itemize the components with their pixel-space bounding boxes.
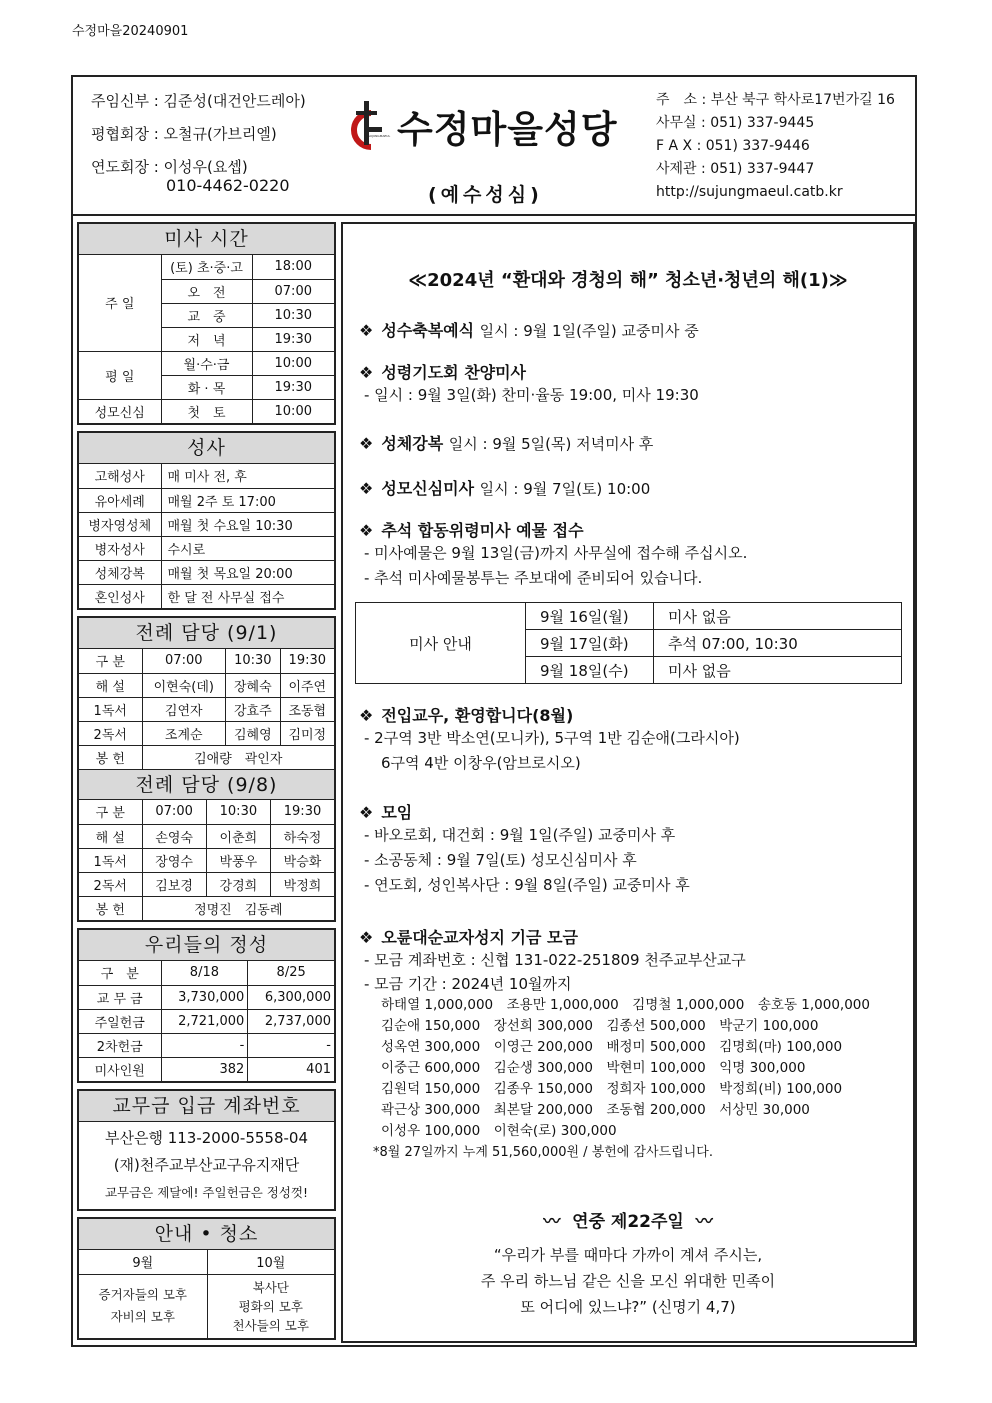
table-row bbox=[79, 896, 334, 920]
account-title: 교무금 입금 계좌번호 bbox=[79, 1091, 334, 1122]
notice-title: 전입교우, 환영합니다(8월) bbox=[381, 706, 574, 725]
sacrament-name: 유아세례 bbox=[79, 488, 161, 512]
offering-amount: 2,737,000 bbox=[248, 1009, 334, 1033]
mass-time: 10:30 bbox=[252, 303, 334, 327]
table-row bbox=[79, 848, 334, 872]
staff-info bbox=[91, 91, 306, 196]
notice-detail: 6구역 4반 이창우(암브로시오) bbox=[381, 754, 581, 772]
church-emblem-icon bbox=[345, 97, 391, 155]
account-holder: (재)천주교부산교구유지재단 bbox=[113, 1156, 300, 1174]
table-row bbox=[79, 721, 334, 745]
diamond-bullet-icon: ❖ bbox=[359, 521, 374, 540]
notice-title: 성체강복 bbox=[381, 434, 444, 453]
column-header: 10:30 bbox=[226, 649, 281, 673]
mass-note: 미사 없음 bbox=[654, 657, 902, 684]
cleaning-table bbox=[79, 1250, 334, 1338]
mass-times-box bbox=[77, 222, 336, 425]
church-logo bbox=[345, 97, 617, 155]
quote-line: “우리가 부를 때마다 가까이 계셔 주시는, bbox=[493, 1246, 763, 1264]
role-label: 2독서 bbox=[79, 872, 142, 896]
mass-time: 18:00 bbox=[252, 255, 334, 279]
role-label: 해 설 bbox=[79, 673, 142, 697]
mass-time: 10:00 bbox=[252, 351, 334, 375]
minister-name: 강효주 bbox=[226, 697, 281, 721]
mass-name: 저 녁 bbox=[161, 327, 252, 351]
offering-type: 미사인원 bbox=[79, 1057, 161, 1081]
column-header: 07:00 bbox=[142, 800, 206, 824]
table-row bbox=[79, 649, 334, 673]
offering-amount: 6,300,000 bbox=[248, 985, 334, 1009]
table-row bbox=[79, 1250, 334, 1274]
donor-line: 이중근 600,000 김순생 300,000 박현미 100,000 익명 300,000 bbox=[381, 1060, 806, 1076]
quote-line: 또 어디에 있느냐?” (신명기 4,7) bbox=[520, 1298, 736, 1316]
sunday-label: 주 일 bbox=[79, 255, 161, 351]
table-row bbox=[79, 824, 334, 848]
group-name: 평화의 모후 bbox=[238, 1298, 303, 1314]
table-row bbox=[79, 1033, 334, 1057]
website-link[interactable]: http://sujungmaeul.catb.kr bbox=[656, 184, 843, 200]
offertory-names: 정명진 김동례 bbox=[142, 896, 334, 920]
minister-name: 이춘희 bbox=[206, 824, 270, 848]
role-label: 봉 헌 bbox=[79, 896, 142, 920]
sacrament-schedule: 수시로 bbox=[161, 536, 334, 560]
contact-info bbox=[656, 89, 895, 204]
notice-detail: - 2구역 3반 박소연(모니카), 5구역 1반 김순애(그라시아) bbox=[364, 729, 740, 747]
sacraments-title: 성사 bbox=[79, 433, 334, 464]
mass-name: 화 · 목 bbox=[161, 375, 252, 399]
sacraments-table bbox=[79, 464, 334, 608]
diamond-bullet-icon: ❖ bbox=[359, 706, 374, 725]
church-name: 수정마을성당 bbox=[397, 108, 618, 151]
liturgical-day bbox=[343, 1207, 913, 1232]
column-header: 19:30 bbox=[280, 649, 334, 673]
offerings-title: 우리들의 정성 bbox=[79, 930, 334, 961]
offering-amount: 401 bbox=[248, 1057, 334, 1081]
minister-name: 장혜숙 bbox=[226, 673, 281, 697]
month-header: 10월 bbox=[207, 1250, 334, 1274]
diamond-bullet-icon: ❖ bbox=[359, 363, 374, 382]
account-info bbox=[79, 1122, 334, 1209]
sacrament-name: 고해성사 bbox=[79, 464, 161, 488]
notice-detail: - 미사예물은 9월 13일(금)까지 사무실에 접수해 주십시오. bbox=[364, 544, 748, 562]
sacrament-schedule: 매 미사 전, 후 bbox=[161, 464, 334, 488]
mass-name: 오 전 bbox=[161, 279, 252, 303]
notice-detail: - 모금 계좌번호 : 신협 131-022-251809 천주교부산교구 bbox=[364, 951, 746, 969]
column-header: 07:00 bbox=[142, 649, 226, 673]
column-header: 8/18 bbox=[161, 961, 248, 985]
mass-note: 미사 없음 bbox=[654, 603, 902, 630]
liturgy-table-2 bbox=[79, 800, 334, 920]
group-name: 자비의 모후 bbox=[110, 1309, 175, 1325]
liturgy-title-2: 전례 담당 (9/8) bbox=[79, 769, 334, 800]
mass-info-table bbox=[355, 602, 902, 684]
notice-marian-mass bbox=[359, 476, 650, 499]
month-header: 9월 bbox=[79, 1250, 207, 1274]
notice-detail: 일시 : 9월 1일(주일) 교중미사 중 bbox=[479, 322, 699, 340]
table-row bbox=[79, 1009, 334, 1033]
motto: (예수성심) bbox=[428, 184, 543, 206]
mass-name: 월·수·금 bbox=[161, 351, 252, 375]
column-header: 구 분 bbox=[79, 961, 161, 985]
minister-name: 이현숙(데) bbox=[142, 673, 226, 697]
column-header: 10:30 bbox=[206, 800, 270, 824]
bank-account: 부산은행 113-2000-5558-04 bbox=[104, 1129, 309, 1147]
mass-date: 9월 18일(수) bbox=[526, 657, 654, 684]
minister-name: 박풍우 bbox=[206, 848, 270, 872]
notice-detail: 일시 : 9월 7일(토) 10:00 bbox=[479, 480, 651, 498]
notice-detail: - 일시 : 9월 3일(화) 찬미·율동 19:00, 미사 19:30 bbox=[364, 386, 699, 404]
council-president: 평협회장 : 오철규(가브리엘) bbox=[91, 125, 277, 143]
table-row bbox=[79, 985, 334, 1009]
table-row bbox=[79, 399, 334, 423]
offerings-table bbox=[79, 961, 334, 1081]
notice-chuseok bbox=[359, 518, 747, 591]
rectory-phone: 사제관 : 051) 337-9447 bbox=[656, 161, 815, 177]
group-name: 증거자들의 모후 bbox=[98, 1287, 187, 1303]
notice-title: 성령기도회 찬양미사 bbox=[381, 363, 527, 382]
mass-date: 9월 16일(월) bbox=[526, 603, 654, 630]
donor-line: 성옥연 300,000 이영근 200,000 배정미 500,000 김명희(마) 100,000 bbox=[381, 1039, 843, 1055]
minister-name: 손영숙 bbox=[142, 824, 206, 848]
table-row bbox=[79, 800, 334, 824]
october-groups bbox=[207, 1274, 334, 1338]
donor-line: 김원덕 150,000 김종우 150,000 정희자 100,000 박정희(비) 100,000 bbox=[381, 1081, 843, 1097]
notice-holy-water bbox=[359, 318, 699, 341]
youth-president: 연도회장 : 이성우(요셉) bbox=[91, 158, 248, 176]
minister-name: 박정희 bbox=[271, 872, 335, 896]
donor-line: 하태열 1,000,000 조용만 1,000,000 김명철 1,000,000 송호동 1,000,000 bbox=[381, 997, 870, 1013]
notice-title: 성수축복예식 bbox=[381, 321, 475, 340]
notice-fundraising bbox=[359, 925, 870, 1163]
liturgical-day-title: 연중 제22주일 bbox=[572, 1212, 684, 1232]
bulletin-frame bbox=[71, 75, 917, 1347]
minister-name: 장영수 bbox=[142, 848, 206, 872]
role-label: 해 설 bbox=[79, 824, 142, 848]
donor-line: 곽근상 300,000 최본달 200,000 조동협 200,000 서상민 30,000 bbox=[381, 1102, 810, 1118]
group-name: 복사단 bbox=[252, 1279, 289, 1295]
notice-title: 모임 bbox=[381, 803, 413, 822]
notice-meetings bbox=[359, 800, 690, 898]
office-phone: 사무실 : 051) 337-9445 bbox=[656, 115, 815, 131]
mass-name: 교 중 bbox=[161, 303, 252, 327]
role-label: 1독서 bbox=[79, 848, 142, 872]
diamond-bullet-icon: ❖ bbox=[359, 928, 374, 947]
cleaning-title: 안내 • 청소 bbox=[79, 1219, 334, 1250]
offering-type: 주일헌금 bbox=[79, 1009, 161, 1033]
table-row bbox=[79, 697, 334, 721]
minister-name: 김혜영 bbox=[226, 721, 281, 745]
diamond-bullet-icon: ❖ bbox=[359, 479, 374, 498]
notice-title: 추석 합동위령미사 예물 접수 bbox=[381, 521, 584, 540]
offering-amount: - bbox=[161, 1033, 248, 1057]
diamond-bullet-icon: ❖ bbox=[359, 803, 374, 822]
role-label: 1독서 bbox=[79, 697, 142, 721]
offertory-names: 김애량 곽인자 bbox=[142, 745, 334, 769]
minister-name: 강경희 bbox=[206, 872, 270, 896]
sacrament-name: 병자성사 bbox=[79, 536, 161, 560]
mass-name: 첫 토 bbox=[161, 399, 252, 423]
table-row bbox=[79, 745, 334, 769]
notice-detail: - 소공동체 : 9월 7일(토) 성모신심미사 후 bbox=[364, 851, 637, 869]
table-row bbox=[79, 255, 334, 279]
youth-phone: 010-4462-0220 bbox=[166, 176, 290, 195]
notice-detail: - 바오로회, 대건회 : 9월 1일(주일) 교중미사 후 bbox=[364, 826, 676, 844]
table-row bbox=[79, 351, 334, 375]
table-row bbox=[79, 464, 334, 488]
table-row bbox=[79, 1057, 334, 1081]
sacrament-schedule: 매월 첫 목요일 20:00 bbox=[161, 560, 334, 584]
table-row bbox=[79, 488, 334, 512]
logo-text: SUJUNGMAEUL bbox=[368, 134, 391, 138]
flourish-left-icon: 〰︎ bbox=[543, 1212, 561, 1232]
table-row bbox=[79, 673, 334, 697]
mass-time: 19:30 bbox=[252, 375, 334, 399]
document-id: 수정마을20240901 bbox=[72, 24, 189, 39]
mass-time: 10:00 bbox=[252, 399, 334, 423]
role-label: 봉 헌 bbox=[79, 745, 142, 769]
sacrament-schedule: 매월 첫 수요일 10:30 bbox=[161, 512, 334, 536]
minister-name: 이주연 bbox=[280, 673, 334, 697]
headline: ≪2024년 “환대와 경청의 해” 청소년·청년의 해(1)≫ bbox=[408, 270, 848, 291]
mass-times-title: 미사 시간 bbox=[79, 224, 334, 255]
mass-note: 추석 07:00, 10:30 bbox=[654, 630, 902, 657]
minister-name: 김연자 bbox=[142, 697, 226, 721]
notice-charismatic-mass bbox=[359, 360, 699, 408]
column-header: 19:30 bbox=[271, 800, 335, 824]
mass-date: 9월 17일(화) bbox=[526, 630, 654, 657]
notice-detail: - 추석 미사예물봉투는 주보대에 준비되어 있습니다. bbox=[364, 569, 703, 587]
diamond-bullet-icon: ❖ bbox=[359, 434, 374, 453]
minister-name: 하숙정 bbox=[271, 824, 335, 848]
column-header: 구 분 bbox=[79, 800, 142, 824]
offering-type: 교 무 금 bbox=[79, 985, 161, 1009]
mass-info-label: 미사 안내 bbox=[356, 603, 526, 684]
address: 주 소 : 부산 북구 학사로17번가길 16 bbox=[656, 92, 895, 108]
offering-amount: 2,721,000 bbox=[161, 1009, 248, 1033]
notice-benediction bbox=[359, 431, 653, 454]
role-label: 2독서 bbox=[79, 721, 142, 745]
offering-amount: 3,730,000 bbox=[161, 985, 248, 1009]
liturgy-title-1: 전례 담당 (9/1) bbox=[79, 618, 334, 649]
notice-detail: - 연도회, 성인복사단 : 9월 8일(주일) 교중미사 후 bbox=[364, 876, 690, 894]
minister-name: 김보경 bbox=[142, 872, 206, 896]
table-row bbox=[79, 584, 334, 608]
liturgy-table-1 bbox=[79, 649, 334, 769]
sacrament-schedule: 한 달 전 사무실 접수 bbox=[161, 584, 334, 608]
table-row bbox=[79, 560, 334, 584]
pastor: 주임신부 : 김준성(대건안드레아) bbox=[91, 92, 306, 110]
offerings-box bbox=[77, 928, 336, 1083]
group-name: 천사들의 모후 bbox=[232, 1317, 309, 1333]
minister-name: 김미정 bbox=[280, 721, 334, 745]
sacrament-name: 병자영성체 bbox=[79, 512, 161, 536]
column-header: 구 분 bbox=[79, 649, 142, 673]
donor-line: 이성우 100,000 이현숙(로) 300,000 bbox=[381, 1123, 617, 1139]
cleaning-box bbox=[77, 1217, 336, 1340]
offering-amount: - bbox=[248, 1033, 334, 1057]
account-box bbox=[77, 1089, 336, 1211]
sacraments-box bbox=[77, 431, 336, 610]
september-groups bbox=[79, 1274, 207, 1338]
diamond-bullet-icon: ❖ bbox=[359, 321, 374, 340]
sacrament-name: 성체강복 bbox=[79, 560, 161, 584]
notice-new-members bbox=[359, 703, 740, 776]
fax: F A X : 051) 337-9446 bbox=[656, 138, 810, 154]
table-row bbox=[79, 961, 334, 985]
sacrament-schedule: 매월 2주 토 17:00 bbox=[161, 488, 334, 512]
notice-title: 오륜대순교자성지 기금 모금 bbox=[381, 928, 578, 947]
mass-time: 07:00 bbox=[252, 279, 334, 303]
mass-time: 19:30 bbox=[252, 327, 334, 351]
minister-name: 박승화 bbox=[271, 848, 335, 872]
donor-line: 김순애 150,000 장선희 300,000 김종선 500,000 박군기 100,000 bbox=[381, 1018, 819, 1034]
saturday-label: 성모신심 bbox=[79, 399, 161, 423]
table-row bbox=[79, 872, 334, 896]
mass-times-table bbox=[79, 255, 334, 423]
header bbox=[73, 77, 915, 216]
quote-line: 주 우리 하느님 같은 신을 모신 위대한 민족이 bbox=[480, 1272, 776, 1290]
table-row bbox=[356, 603, 902, 630]
notice-detail: - 모금 기간 : 2024년 10월까지 bbox=[364, 975, 572, 993]
minister-name: 조계순 bbox=[142, 721, 226, 745]
scripture-quote bbox=[343, 1242, 913, 1320]
table-row bbox=[79, 512, 334, 536]
donor-total: *8월 27일까지 누계 51,560,000원 / 봉헌에 감사드립니다. bbox=[373, 1145, 713, 1160]
sacrament-name: 혼인성사 bbox=[79, 584, 161, 608]
notice-detail: 일시 : 9월 5일(목) 저녁미사 후 bbox=[448, 435, 654, 453]
left-column bbox=[77, 222, 336, 1340]
offering-type: 2차헌금 bbox=[79, 1033, 161, 1057]
minister-name: 조동협 bbox=[280, 697, 334, 721]
account-note: 교무금은 제달에! 주일헌금은 정성껏! bbox=[104, 1185, 309, 1200]
column-header: 8/25 bbox=[248, 961, 334, 985]
flourish-right-icon: 〰︎ bbox=[695, 1212, 713, 1232]
notice-title: 성모신심미사 bbox=[381, 479, 475, 498]
mass-name: (토) 초·중·고 bbox=[161, 255, 252, 279]
table-row bbox=[79, 1274, 334, 1338]
announcements-panel bbox=[341, 222, 915, 1343]
liturgy-box bbox=[77, 616, 336, 922]
offering-amount: 382 bbox=[161, 1057, 248, 1081]
table-row bbox=[79, 536, 334, 560]
weekday-label: 평 일 bbox=[79, 351, 161, 399]
